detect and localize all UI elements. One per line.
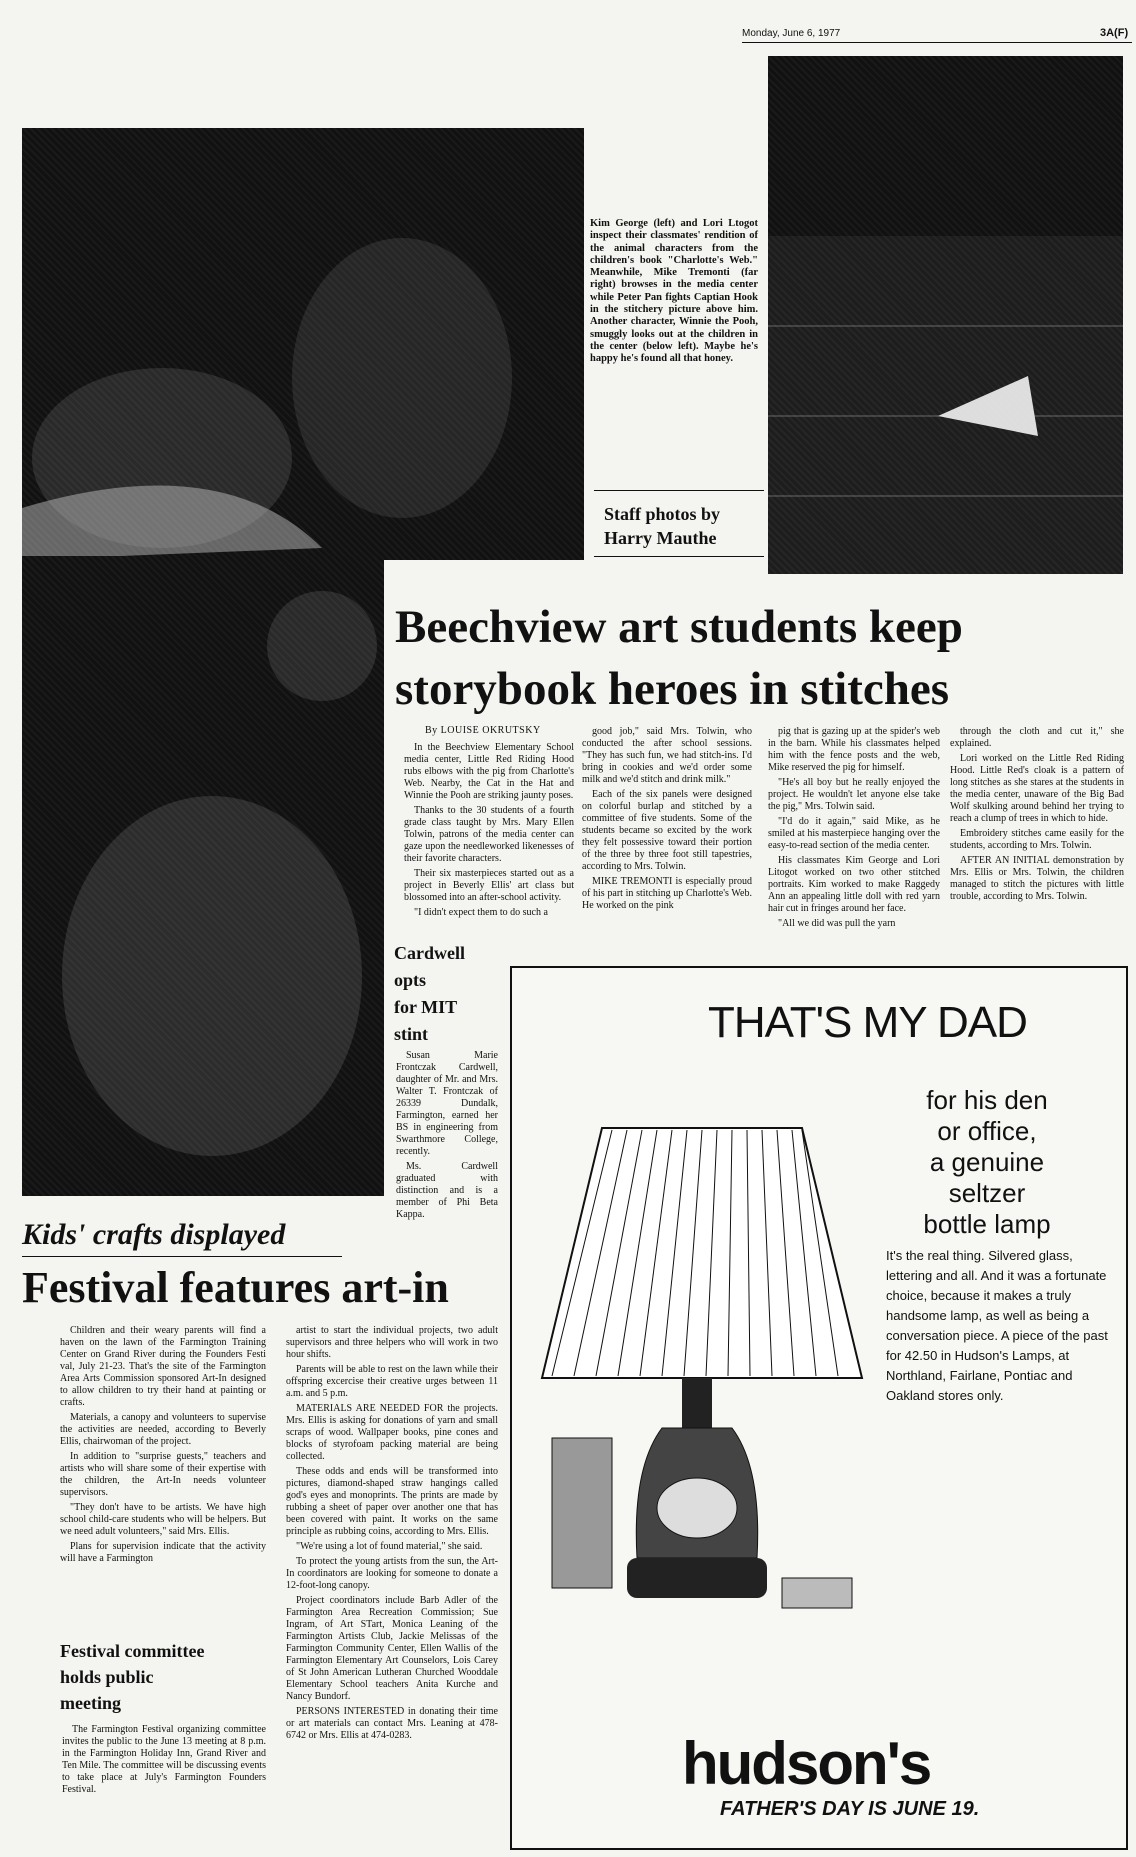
paragraph: His classmates Kim George and Lori Litogot worked on two other stitched portraits. Kim worked to make Raggedy Ann an appealing little doll with red yarn hair cut in fringes around her face.	[768, 855, 940, 914]
cardwell-headline-line4: stint	[394, 1024, 429, 1044]
paragraph: Their six masterpieces started out as a project in Beverly Ellis' art class but blossomed into an after-school activity.	[404, 868, 574, 903]
paragraph: "We're using a lot of found material," she said.	[296, 1541, 483, 1552]
main-headline-line2: storybook heroes in stitches	[395, 663, 949, 715]
hudsons-ad	[510, 966, 1128, 1850]
photo-winnie-the-pooh-tapestry	[22, 556, 384, 1196]
byline: By LOUISE OKRUTSKY	[425, 725, 541, 736]
committee-headline-line3: meeting	[60, 1693, 121, 1713]
issue-date: Monday, June 6, 1977	[742, 28, 841, 39]
cardwell-headline	[394, 940, 504, 1048]
photo-credit-line2: Harry Mauthe	[604, 528, 717, 548]
paragraph: In addition to "surprise guests," teachers and artists who will share some of their expertise with the children, the Art-In needs volunteer supervisors.	[60, 1451, 266, 1498]
photo-caption: Kim George (left) and Lori Ltogot inspect their classmates' rendition of the animal characters from the children's book "Charlotte's Web." Meanwhile, Mike Tremonti (far right) browses in the media center while Peter Pan fights Captian Hook in the stitchery picture above him. Another character, Winnie the Pooh, smuggly looks out at the children in the center (below left). Maybe he's happy he's found all that honey.	[590, 218, 758, 365]
paragraph: MATERIALS ARE NEEDED FOR the projects. Mrs. Ellis is asking for donations of yarn and small scraps of wood. Wallpaper books, pine cones and blocks of styrofoam packing material are being collected.	[286, 1403, 498, 1462]
paragraph: MIKE TREMONTI is especially proud of his part in stitching up Charlotte's Web. He worked on the pink	[582, 876, 752, 911]
paragraph: through the cloth and cut it," she explained.	[950, 726, 1124, 749]
main-story-column-2	[582, 726, 752, 915]
festival-column-2	[286, 1325, 498, 1745]
ad-body: It's the real thing. Silvered glass, lettering and all. And it was a fortunate choice, because it makes a truly handsome lamp, as well as being a conversation piece. A piece of the past for 42.50 in Hudson's Lamps, at Northland, Fairlane, Pontiac and Oakland stores only.	[886, 1248, 1108, 1403]
committee-headline	[60, 1638, 270, 1716]
festival-column-1	[60, 1325, 266, 1568]
paragraph: Susan Marie Frontczak Cardwell, daughter of Mr. and Mrs. Walter T. Frontczak of 26339 Dundalk, Farmington, earned her BS in engineering from Swarthmore College, recently.	[396, 1050, 498, 1157]
main-story-column-4	[950, 726, 1124, 906]
ad-tagline-line: for his den	[926, 1085, 1048, 1115]
paragraph: "I'd do it again," said Mike, as he smiled at his masterpiece hanging over the easy-to-read section of the media center.	[768, 816, 940, 851]
kicker-rule	[22, 1256, 342, 1257]
main-headline-line1: Beechview art students keep	[395, 601, 963, 653]
paragraph: "I didn't expect them to do such a	[414, 907, 548, 918]
paragraph: Ms. Cardwell graduated with distinction and is a member of Phi Beta Kappa.	[396, 1161, 498, 1220]
paragraph: The Farmington Festival organizing committee invites the public to the June 13 meeting at 8 p.m. in the Farmington Holiday Inn, Grand River and Ten Mile. The committee will be discussing events to take place at July's Farmington Founders Festival.	[62, 1724, 266, 1795]
ad-tagline-line: seltzer	[948, 1178, 1026, 1208]
credit-rule-top	[594, 490, 764, 491]
ad-tagline	[842, 1085, 1132, 1240]
paragraph: Embroidery stitches came easily for the students, according to Mrs. Tolwin.	[950, 828, 1124, 851]
photo-library-browsing	[768, 56, 1123, 574]
paragraph: Parents will be able to rest on the lawn while their offspring excercise their creative urges between 11 a.m. and 5 p.m.	[286, 1364, 498, 1399]
hudsons-logo: hudson's	[682, 1730, 931, 1797]
paragraph: "He's all boy but he really enjoyed the project. He wouldn't let anyone else take the pig," Mrs. Tolwin said.	[768, 777, 940, 812]
paragraph: These odds and ends will be transformed into pictures, diamond-shaped straw hangings called god's eyes and monoprints. The prints are made by rubbing a sheet of paper over another one that has been covered with paint. It works on the same principle as rubbing coins, according to Mrs. Ellis.	[286, 1466, 498, 1537]
paragraph: PERSONS INTERESTED in donating their time or art materials can contact Mrs. Leaning at 478-6742 or Mrs. Ellis at 474-0283.	[286, 1706, 498, 1741]
paragraph: Thanks to the 30 students of a fourth grade class taught by Mrs. Mary Ellen Tolwin, patrons of the media center can gaze upon the needleworked likenesses of their favorite characters.	[404, 805, 574, 864]
cardwell-headline-line3: for MIT	[394, 997, 458, 1017]
paragraph: Project coordinators include Barb Adler of the Farmington Area Recreation Commission; Sue Ingram, of Art STart, Monica Leaning of the Farmington Artists Club, Jackie Melissas of the Farmington Community Center, Ellen Wallis of the Farmington Elementary Art Counselors, Lois Carey of St John American Lutheran Churched Wooddale Elementary School teachers Anita Kurche and Nancy Bundorf.	[286, 1595, 498, 1702]
committee-headline-line1: Festival committee	[60, 1641, 205, 1661]
cardwell-headline-line1: Cardwell	[394, 943, 465, 963]
page-number: 3A(F)	[1100, 27, 1129, 39]
paragraph: Each of the six panels were designed on colorful burlap and stitched by a committee of five students. Some of the students became so excited by the work they felt possessive toward their portion of the three by three foot still tapestries, according to Mrs. Tolwin.	[582, 789, 752, 872]
ad-title: THAT'S MY DAD	[708, 998, 1027, 1047]
paragraph: "All we did was pull the yarn	[778, 918, 896, 929]
committee-headline-line2: holds public	[60, 1667, 154, 1687]
committee-story	[62, 1724, 266, 1799]
ad-tagline-line: bottle lamp	[923, 1209, 1051, 1239]
paragraph: To protect the young artists from the sun, the Art-In coordinators are looking for someone to donate a 12-foot-long canopy.	[286, 1556, 498, 1591]
paragraph: pig that is gazing up at the spider's web in the barn. While his classmates helped him with the fence posts and the web, Mike reserved the pig for himself.	[768, 726, 940, 773]
cardwell-story	[396, 1050, 498, 1224]
seltzer-lamp-illustration	[532, 1108, 872, 1668]
ad-slogan: FATHER'S DAY IS JUNE 19.	[720, 1798, 980, 1820]
paragraph: Children and their weary parents will find a haven on the lawn of the Farmington Training Center on Grand River during the Founders Festi val, July 21-23. That's the site of the Farmington Area Arts Commission sponsored Art-In designed to allow children to try their hand at painting or crafts.	[60, 1325, 266, 1408]
photo-students-inspecting	[22, 128, 584, 560]
paragraph: Materials, a canopy and volunteers to supervise the activities are needed, according to Beverly Ellis, chairwoman of the project.	[60, 1412, 266, 1447]
cardwell-headline-line2: opts	[394, 970, 427, 990]
festival-kicker: Kids' crafts displayed	[22, 1218, 286, 1251]
paragraph: In the Beechview Elementary School media center, Little Red Riding Hood rubs elbows with the pig from Charlotte's Web. Nearby, the Cat in the Hat and Winnie the Pooh are striking jaunty poses.	[404, 742, 574, 801]
paragraph: artist to start the individual projects, two adult supervisors and three helpers who will work in two hour shifts.	[286, 1325, 498, 1360]
ad-tagline-line: or office,	[937, 1116, 1037, 1146]
paragraph: Lori worked on the Little Red Riding Hood. Little Red's cloak is a pattern of long stitches as she stares at the students in the media center, unaware of the Big Bad Wolf skulking around behind her trying to reach a clump of trees in which to hide.	[950, 753, 1124, 824]
main-story-column-3	[768, 726, 940, 933]
paragraph: AFTER AN INITIAL demonstration by Mrs. Ellis or Mrs. Tolwin, the children managed to stitch the pictures with little trouble, according to Mrs. Tolwin.	[950, 855, 1124, 902]
festival-headline: Festival features art-in	[22, 1263, 449, 1312]
credit-rule-bottom	[594, 556, 764, 557]
paragraph: Plans for supervision indicate that the activity will have a Farmington	[60, 1541, 266, 1564]
main-story-column-1	[404, 742, 574, 922]
photo-credit-line1: Staff photos by	[604, 504, 721, 524]
paragraph: good job," said Mrs. Tolwin, who conducted the after school sessions. "They has such fun, we had stitch-ins. I'd bring in cookies and we'd order some milk and we'd stitch and drink milk."	[582, 726, 752, 785]
paragraph: "They don't have to be artists. We have high school child-care students who will be helpers. But we need adult volunteers," said Mrs. Ellis.	[60, 1502, 266, 1537]
header-rule	[742, 42, 1132, 43]
ad-tagline-line: a genuine	[929, 1147, 1045, 1177]
